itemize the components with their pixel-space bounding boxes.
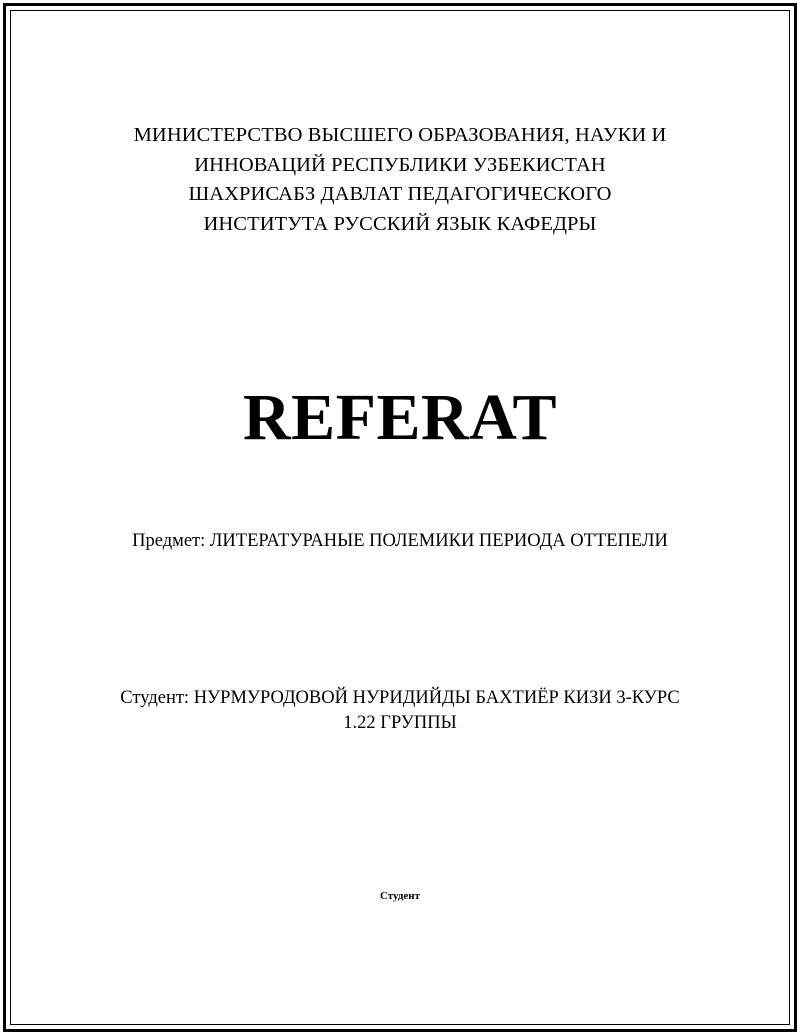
header-line: ШАХРИСАБЗ ДАВЛАТ ПЕДАГОГИЧЕСКОГО <box>188 183 612 205</box>
header-line: ИНСТИТУТА РУССКИЙ ЯЗЫК КАФЕДРЫ <box>203 212 597 235</box>
subject-line: Предмет: ЛИТЕРАТУРАНЫЕ ПОЛЕМИКИ ПЕРИОДА ОТТЕПЕЛИ <box>132 531 668 551</box>
student-line: 1.22 ГРУППЫ <box>343 713 457 733</box>
header-line: МИНИСТЕРСТВО ВЫСШЕГО ОБРАЗОВАНИЯ, НАУКИ И <box>133 124 667 146</box>
footer-student-label: Студент <box>379 890 421 902</box>
student-info <box>40 686 760 736</box>
header-line: ИННОВАЦИЙ РЕСПУБЛИКИ УЗБЕКИСТАН <box>194 153 606 176</box>
document-title: REFERAT <box>243 381 557 454</box>
student-line: Студент: НУРМУРОДОВОЙ НУРИДИЙДЫ БАХТИЁР КИЗИ 3-КУРС <box>120 688 680 708</box>
institution-header <box>60 121 740 239</box>
